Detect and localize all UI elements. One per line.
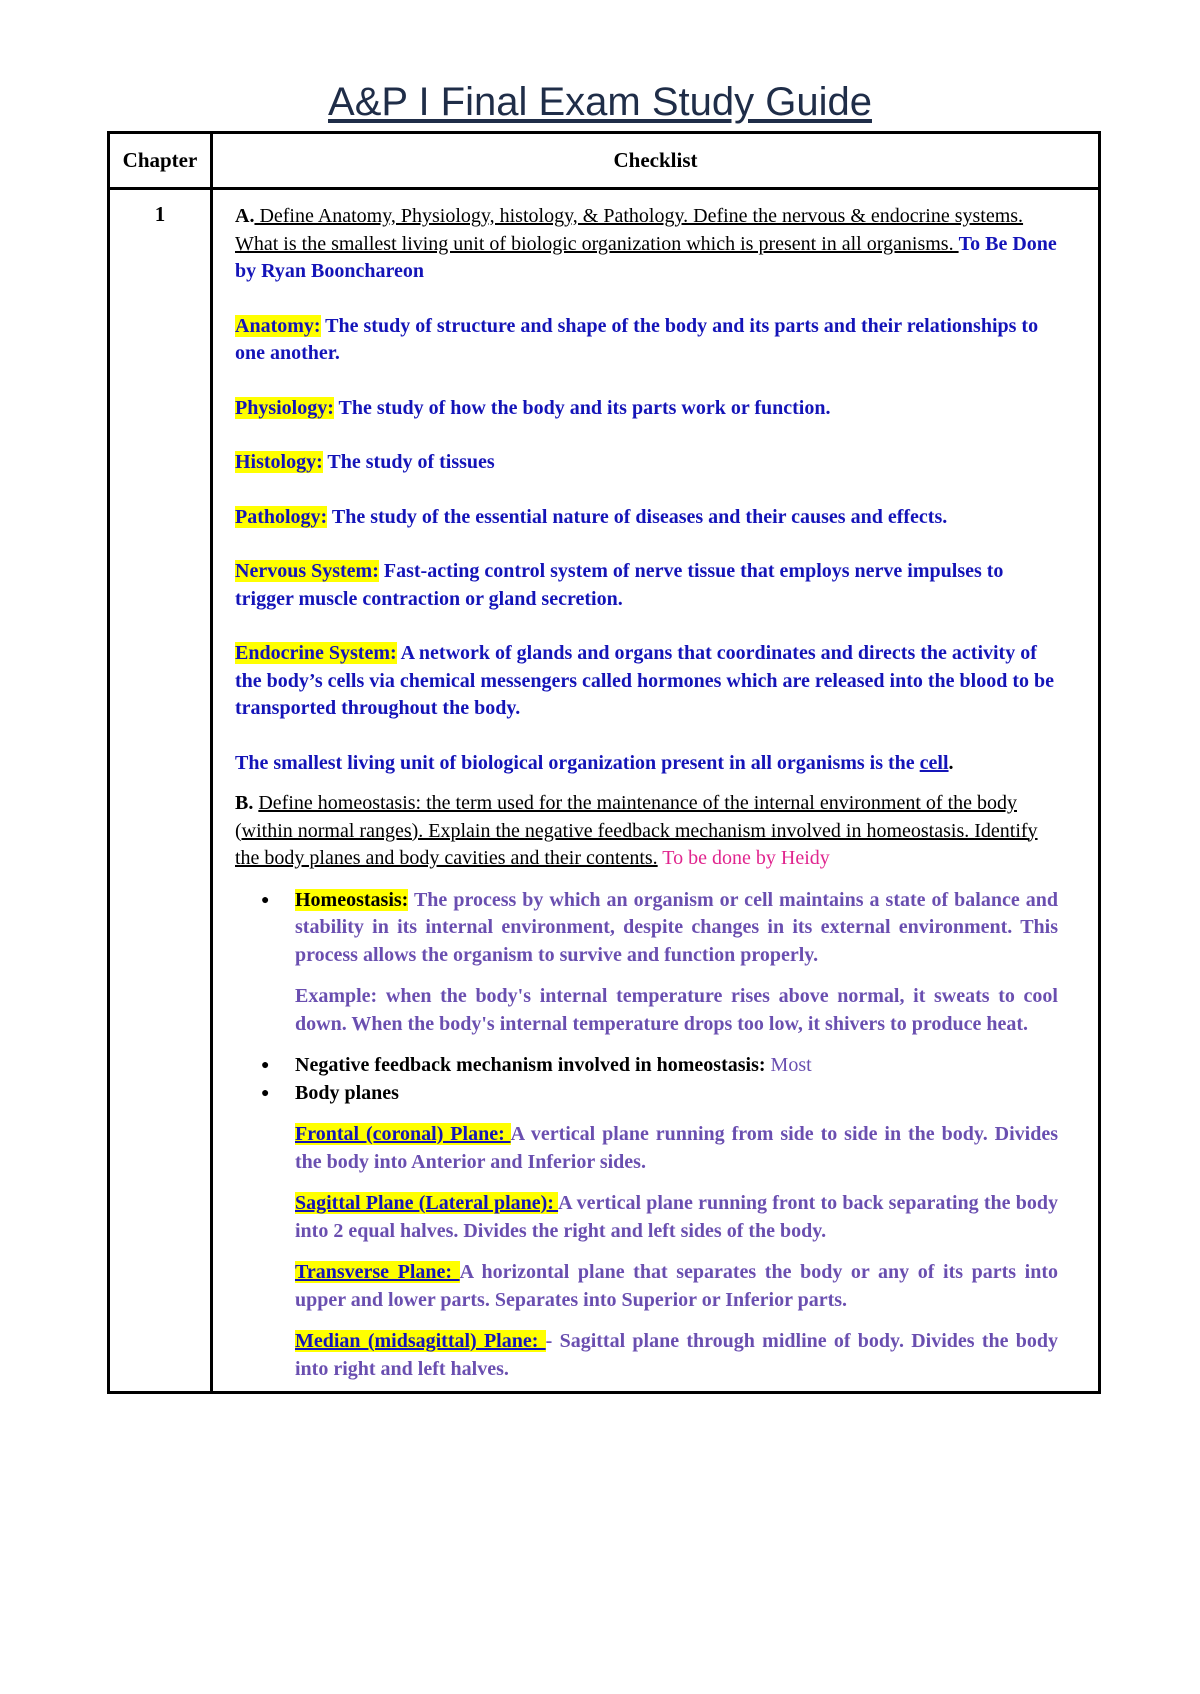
neg-feedback-label: Negative feedback mechanism involved in homeostasis:	[295, 1054, 766, 1076]
term-histology	[235, 449, 1058, 477]
plane-frontal	[295, 1121, 1058, 1176]
term-pathology	[235, 504, 1058, 532]
term-definition: A network of glands and organs that coordinates and directs the activity of the body’s cells via chemical messengers called hormones which are released into the blood to be transported throughout the body.	[235, 642, 1055, 719]
section-a-prompt	[235, 203, 1058, 286]
homeostasis-definition: The process by which an organism or cell maintains a state of balance and stability in its internal environment, despite changes in its external environment. This process allows the organism to survive and function properly.	[295, 888, 1058, 966]
answer-cell-word: cell	[919, 751, 949, 774]
checklist-cell	[212, 189, 1100, 1393]
study-guide-table	[107, 131, 1101, 1394]
header-checklist: Checklist	[212, 133, 1100, 189]
smallest-unit-answer	[235, 750, 1058, 778]
section-b-letter: B.	[235, 792, 254, 814]
section-a-letter: A.	[235, 205, 255, 227]
section-a-text: Define Anatomy, Physiology, histology, & Pathology. Define the nervous & endocrine systems. What is the smallest living unit of biologic organization which is present in all organisms.	[235, 205, 1024, 255]
list-item-negative-feedback	[261, 1052, 1058, 1080]
chapter-number: 1	[109, 189, 212, 1393]
plane-definition: A horizontal plane that separates the body or any of its parts into upper and lower parts. Separates into Superior or Inferior parts.	[295, 1261, 1058, 1311]
plane-sagittal	[295, 1190, 1058, 1245]
plane-name: Transverse Plane:	[295, 1261, 460, 1283]
term-label: Physiology:	[235, 396, 334, 419]
list-item-body-planes	[261, 1080, 1058, 1108]
term-anatomy	[235, 313, 1058, 368]
plane-definition: - Sagittal plane through midline of body. Divides the body into right and left halves.	[295, 1330, 1058, 1380]
plane-name: Median (midsagittal) Plane:	[295, 1330, 546, 1352]
term-definition: The study of tissues	[322, 451, 495, 473]
homeostasis-example: Example: when the body's internal temperature rises above normal, it sweats to cool down. When the body's internal temperature drops too low, it shivers to produce heat.	[295, 985, 1058, 1035]
table-row	[109, 189, 1100, 1393]
planes-list	[235, 1121, 1058, 1383]
bullet-icon: ●	[261, 1058, 270, 1073]
term-definition: The study of the essential nature of diseases and their causes and effects.	[327, 505, 948, 528]
term-label: Pathology:	[235, 505, 328, 528]
section-b-prompt	[235, 790, 1058, 873]
homeostasis-label: Homeostasis:	[295, 888, 409, 911]
bullet-icon: ●	[261, 892, 270, 908]
term-definition: The study of how the body and its parts work or function.	[333, 396, 831, 419]
term-endocrine-system	[235, 640, 1058, 723]
answer-text: The smallest living unit of biological organization present in all organisms is the	[235, 751, 920, 774]
term-label: Histology:	[235, 451, 323, 473]
section-b-list	[235, 887, 1058, 1108]
term-label: Nervous System:	[235, 560, 379, 582]
term-label: Endocrine System:	[235, 642, 397, 664]
bullet-icon: ●	[261, 1085, 270, 1101]
body-planes-label: Body planes	[295, 1081, 399, 1104]
header-chapter: Chapter	[109, 133, 212, 189]
plane-definition: A vertical plane running front to back separating the body into 2 equal halves. Divides the right and left sides of the body.	[295, 1192, 1058, 1242]
plane-transverse	[295, 1259, 1058, 1314]
answer-period: .	[948, 751, 954, 774]
list-item-homeostasis	[261, 887, 1058, 1039]
term-definition: Fast-acting control system of nerve tissue that employs nerve impulses to trigger muscle contraction or gland secretion.	[235, 560, 1004, 610]
section-b-text: Define homeostasis: the term used for the maintenance of the internal environment of the body (within normal ranges). Explain the negative feedback mechanism involved in homeostasis. Identify the body planes and body cavities and their contents.	[235, 792, 1038, 869]
plane-definition: A vertical plane running from side to side in the body. Divides the body into Anterior and Inferior sides.	[295, 1123, 1059, 1173]
page-title: A&P I Final Exam Study Guide	[328, 80, 872, 124]
plane-name: Frontal (coronal) Plane:	[295, 1123, 511, 1145]
plane-name: Sagittal Plane (Lateral plane):	[295, 1192, 559, 1214]
section-b-assignee: To be done by Heidy	[657, 847, 830, 869]
neg-feedback-value: Most	[765, 1054, 812, 1076]
table-header-row	[109, 133, 1100, 189]
term-physiology	[235, 395, 1058, 423]
term-definition: The study of structure and shape of the body and its parts and their relationships to one another.	[235, 314, 1039, 364]
section-a-assignee: To Be Done by Ryan Boonchareon	[235, 232, 1057, 282]
plane-median	[295, 1328, 1058, 1383]
term-label: Anatomy:	[235, 314, 321, 337]
term-nervous-system	[235, 558, 1058, 613]
